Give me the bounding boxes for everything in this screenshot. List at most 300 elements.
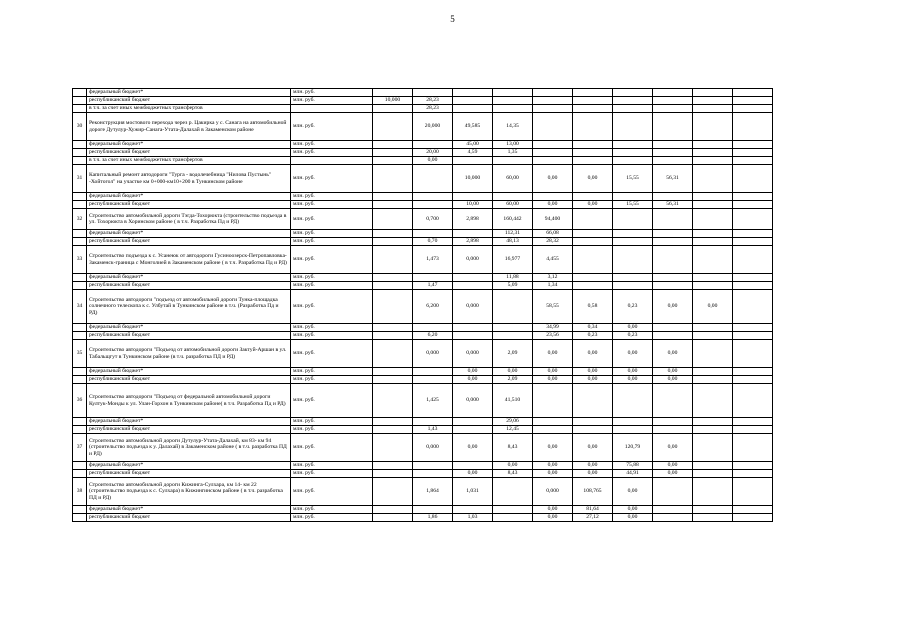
value-cell: 23,56 [533,332,573,340]
value-cell [493,157,533,165]
value-cell [613,105,653,113]
value-cell [373,384,413,418]
row-number-cell [73,89,87,97]
row-number-cell [73,97,87,105]
value-cell [653,193,693,201]
value-cell [573,230,613,238]
value-cell [733,462,773,470]
value-cell [733,193,773,201]
value-cell [733,332,773,340]
table-row-item [73,340,773,368]
value-cell [733,470,773,478]
value-cell: 0,00 [453,470,493,478]
value-cell [373,332,413,340]
value-cell [693,193,733,201]
value-cell [613,418,653,426]
value-cell [613,149,653,157]
value-cell [453,506,493,514]
row-number-cell [73,470,87,478]
unit-cell: млн. руб. [291,332,373,340]
value-cell [613,274,653,282]
unit-cell: млн. руб. [291,274,373,282]
row-number-cell: 36 [73,384,87,418]
value-cell [733,201,773,209]
value-cell: 0,00 [533,434,573,462]
value-cell [693,384,733,418]
row-number-cell [73,157,87,165]
value-cell [573,141,613,149]
value-cell [413,165,453,193]
value-cell: 49,585 [453,113,493,141]
row-number-cell [73,376,87,384]
unit-cell: млн. руб. [291,470,373,478]
unit-cell: млн. руб. [291,434,373,462]
value-cell [373,462,413,470]
value-cell: 0,00 [573,340,613,368]
value-cell [693,105,733,113]
value-cell: 4,455 [533,246,573,274]
value-cell: 2,09 [493,340,533,368]
value-cell: 0,00 [613,506,653,514]
value-cell: 6,20 [413,332,453,340]
row-number-cell [73,462,87,470]
value-cell: 16,977 [493,246,533,274]
value-cell [693,376,733,384]
value-cell [413,141,453,149]
value-cell [573,113,613,141]
value-cell [373,478,413,506]
value-cell [693,368,733,376]
value-cell: 0,000 [533,478,573,506]
value-cell: 0,00 [613,340,653,368]
value-cell [453,418,493,426]
value-cell: 1,34 [533,282,573,290]
value-cell [733,89,773,97]
value-cell [533,193,573,201]
value-cell: 0,00 [533,376,573,384]
description-cell: в т.ч. за счет иных межбюджетных трансфертов [87,157,291,165]
value-cell [613,141,653,149]
table-row-subitem [73,149,773,157]
value-cell: 0,00 [613,514,653,522]
value-cell [733,113,773,141]
value-cell: 12,45 [493,426,533,434]
table-row-item [73,384,773,418]
value-cell: 34,99 [533,324,573,332]
unit-cell: млн. руб. [291,418,373,426]
unit-cell: млн. руб. [291,141,373,149]
value-cell [653,157,693,165]
value-cell [733,340,773,368]
description-cell: Строительство подъезда к с. Усанеюк от автодороги Гусиноозерск-Петропавловка-Закаменск-граница с Монголией в Закаменском районе ( в т.ч. Разработка Пд и РД) [87,246,291,274]
value-cell: 0,00 [533,368,573,376]
value-cell: 0,00 [533,506,573,514]
value-cell [613,384,653,418]
value-cell [733,230,773,238]
value-cell [533,418,573,426]
value-cell [693,340,733,368]
value-cell [733,290,773,324]
value-cell: 0,00 [573,462,613,470]
table-row-item [73,246,773,274]
unit-cell: млн. руб. [291,113,373,141]
value-cell: 56,31 [653,201,693,209]
value-cell: 0,000 [453,246,493,274]
description-cell: федеральный бюджет* [87,462,291,470]
value-cell [373,230,413,238]
value-cell [733,418,773,426]
description-cell: федеральный бюджет* [87,89,291,97]
table-row-item [73,165,773,193]
row-number-cell: 31 [73,165,87,193]
value-cell: 13,00 [493,141,533,149]
table-row-item [73,113,773,141]
value-cell: 0,00 [653,290,693,324]
value-cell: 0,00 [493,368,533,376]
description-cell: Капитальный ремонт автодороги "Турга - водолечебница "Нилова Пустынь" -Хойтогол" на участке км 0+000-км10+200 в Тункинском районе [87,165,291,193]
value-cell [653,209,693,230]
value-cell [453,282,493,290]
value-cell: 0,58 [573,290,613,324]
value-cell: 56,31 [653,165,693,193]
description-cell: республиканский бюджет [87,201,291,209]
row-number-cell [73,193,87,201]
value-cell: 2,898 [453,238,493,246]
value-cell [613,89,653,97]
description-cell: федеральный бюджет* [87,324,291,332]
unit-cell: млн. руб. [291,478,373,506]
unit-cell: млн. руб. [291,376,373,384]
value-cell [653,149,693,157]
value-cell [453,157,493,165]
value-cell: 14,35 [493,113,533,141]
value-cell: 0,00 [573,470,613,478]
unit-cell: млн. руб. [291,282,373,290]
unit-cell: млн. руб. [291,368,373,376]
value-cell [653,282,693,290]
value-cell [573,209,613,230]
unit-cell: млн. руб. [291,514,373,522]
value-cell [653,238,693,246]
value-cell [613,426,653,434]
value-cell: 8,43 [493,470,533,478]
value-cell [613,209,653,230]
value-cell [613,157,653,165]
value-cell: 0,000 [413,340,453,368]
value-cell [413,376,453,384]
value-cell: 0,00 [413,157,453,165]
value-cell [733,238,773,246]
value-cell [373,324,413,332]
value-cell: 0,00 [613,376,653,384]
value-cell [693,246,733,274]
value-cell [453,193,493,201]
value-cell [373,105,413,113]
value-cell: 27,12 [573,514,613,522]
value-cell [613,282,653,290]
description-cell: республиканский бюджет [87,426,291,434]
value-cell [733,368,773,376]
value-cell [693,238,733,246]
row-number-cell [73,324,87,332]
row-number-cell: 34 [73,290,87,324]
value-cell [533,384,573,418]
value-cell [373,470,413,478]
value-cell [493,105,533,113]
value-cell [533,105,573,113]
value-cell [653,514,693,522]
value-cell [733,514,773,522]
value-cell [453,332,493,340]
value-cell: 0,00 [453,434,493,462]
value-cell: 1,473 [413,246,453,274]
description-cell: республиканский бюджет [87,470,291,478]
value-cell: 0,000 [453,340,493,368]
value-cell [653,105,693,113]
value-cell [693,97,733,105]
value-cell [693,324,733,332]
value-cell: 0,00 [573,368,613,376]
value-cell: 94,400 [533,209,573,230]
description-cell: республиканский бюджет [87,238,291,246]
value-cell [693,209,733,230]
table-row-subitem [73,238,773,246]
row-number-cell [73,105,87,113]
table-row-item [73,290,773,324]
value-cell [693,230,733,238]
value-cell [533,97,573,105]
value-cell [453,324,493,332]
value-cell [413,193,453,201]
value-cell [693,89,733,97]
row-number-cell: 33 [73,246,87,274]
value-cell [693,201,733,209]
funding-table [72,88,773,522]
table-row-subitem [73,426,773,434]
table-row-subitem [73,274,773,282]
row-number-cell [73,418,87,426]
value-cell [373,514,413,522]
table-row-subitem [73,193,773,201]
value-cell [573,274,613,282]
value-cell: 0,00 [693,290,733,324]
table-row-subitem [73,514,773,522]
value-cell: 1,47 [413,282,453,290]
value-cell: 60,00 [493,201,533,209]
unit-cell: млн. руб. [291,201,373,209]
description-cell: республиканский бюджет [87,97,291,105]
value-cell [733,506,773,514]
value-cell: 0,00 [613,324,653,332]
value-cell: 0,00 [573,376,613,384]
description-cell: республиканский бюджет [87,149,291,157]
value-cell: 45,00 [453,141,493,149]
value-cell: 0,70 [413,238,453,246]
value-cell [533,426,573,434]
value-cell [613,97,653,105]
value-cell [693,141,733,149]
value-cell: 48,13 [493,238,533,246]
value-cell: 1,86 [413,514,453,522]
row-number-cell [73,141,87,149]
row-number-cell [73,426,87,434]
value-cell: 20,00 [413,149,453,157]
description-cell: федеральный бюджет* [87,274,291,282]
row-number-cell: 37 [73,434,87,462]
value-cell [693,113,733,141]
unit-cell: млн. руб. [291,506,373,514]
value-cell [733,149,773,157]
description-cell: Строительство автомобильной дороги Дутулур-Утата-Далахай, км 83- км 94 (строительство подъезда к у. Далахай) в Закаменском районе ( в т.ч. разработка ПД и РД) [87,434,291,462]
value-cell [453,462,493,470]
value-cell [373,418,413,426]
value-cell [653,89,693,97]
unit-cell: млн. руб. [291,426,373,434]
row-number-cell: 32 [73,209,87,230]
row-number-cell [73,149,87,157]
value-cell: 41,510 [493,384,533,418]
value-cell [733,282,773,290]
value-cell [533,149,573,157]
value-cell [373,340,413,368]
value-cell: 5,09 [493,282,533,290]
value-cell [373,165,413,193]
table-body [73,89,773,522]
value-cell [653,113,693,141]
value-cell [453,426,493,434]
value-cell [733,274,773,282]
table-row-subitem [73,230,773,238]
table-row-subitem [73,462,773,470]
value-cell [573,238,613,246]
unit-cell: млн. руб. [291,238,373,246]
value-cell [493,193,533,201]
value-cell [413,506,453,514]
value-cell: 0,23 [613,290,653,324]
value-cell [653,332,693,340]
value-cell [733,141,773,149]
value-cell: 10,000 [453,165,493,193]
value-cell [373,274,413,282]
value-cell [373,141,413,149]
value-cell [653,141,693,149]
value-cell: 0,23 [573,332,613,340]
value-cell: 15,55 [613,201,653,209]
row-number-cell [73,238,87,246]
value-cell [373,426,413,434]
value-cell: 0,00 [573,165,613,193]
description-cell: федеральный бюджет* [87,141,291,149]
table-row-subitem [73,201,773,209]
value-cell [373,201,413,209]
value-cell [373,193,413,201]
value-cell: 20,000 [413,113,453,141]
value-cell [693,426,733,434]
row-number-cell [73,368,87,376]
table-row-subitem [73,332,773,340]
value-cell: 60,00 [493,165,533,193]
unit-cell: млн. руб. [291,384,373,418]
description-cell: федеральный бюджет* [87,506,291,514]
value-cell [373,157,413,165]
value-cell [733,105,773,113]
value-cell [573,282,613,290]
value-cell: 120,79 [613,434,653,462]
value-cell [533,157,573,165]
value-cell [733,246,773,274]
value-cell [573,97,613,105]
value-cell: 3,12 [533,274,573,282]
table-row-subitem [73,418,773,426]
value-cell: 11,88 [493,274,533,282]
value-cell: 1,03 [453,514,493,522]
value-cell: 4,59 [453,149,493,157]
value-cell: 2,09 [493,376,533,384]
value-cell: 1,43 [413,426,453,434]
value-cell [373,113,413,141]
value-cell: 0,000 [413,434,453,462]
value-cell [373,149,413,157]
value-cell [693,274,733,282]
value-cell: 2,898 [453,209,493,230]
value-cell [533,113,573,141]
value-cell [373,290,413,324]
unit-cell: млн. руб. [291,89,373,97]
value-cell [653,230,693,238]
unit-cell: млн. руб. [291,230,373,238]
value-cell: 0,00 [653,434,693,462]
value-cell: 0,00 [613,478,653,506]
description-cell: федеральный бюджет* [87,418,291,426]
row-number-cell: 38 [73,478,87,506]
description-cell: Строительство автодороги "подъезд от автомобильной дороги Тунка-площадка солнечного телескопа к с. Улбутай в Тункинском районе в т.ч. (Разработка Пд и РД) [87,290,291,324]
value-cell: 0,00 [653,340,693,368]
description-cell: республиканский бюджет [87,514,291,522]
value-cell [413,201,453,209]
value-cell [373,209,413,230]
value-cell [693,165,733,193]
value-cell [373,282,413,290]
unit-cell: млн. руб. [291,97,373,105]
value-cell: 28,23 [413,105,453,113]
value-cell [413,230,453,238]
table-row-subitem [73,105,773,113]
table-row-subitem [73,324,773,332]
row-number-cell [73,332,87,340]
value-cell [693,282,733,290]
value-cell: 1,864 [413,478,453,506]
table-row-subitem [73,141,773,149]
description-cell: Строительство автодороги "Подъезд от федеральной автомобильной дороги Култук-Монды к ул. Улан-Горхон в Тункинском районе( в т.ч. Разработка Пд и РД) [87,384,291,418]
value-cell [493,514,533,522]
value-cell [693,157,733,165]
value-cell: 0,00 [573,201,613,209]
value-cell [693,462,733,470]
value-cell [453,97,493,105]
value-cell [613,113,653,141]
value-cell [733,384,773,418]
unit-cell: млн. руб. [291,149,373,157]
value-cell [733,324,773,332]
table-row-item [73,478,773,506]
table-row-subitem [73,89,773,97]
description-cell: республиканский бюджет [87,282,291,290]
value-cell [653,426,693,434]
value-cell: 0,00 [533,470,573,478]
value-cell [493,324,533,332]
description-cell: федеральный бюджет* [87,368,291,376]
row-number-cell [73,282,87,290]
